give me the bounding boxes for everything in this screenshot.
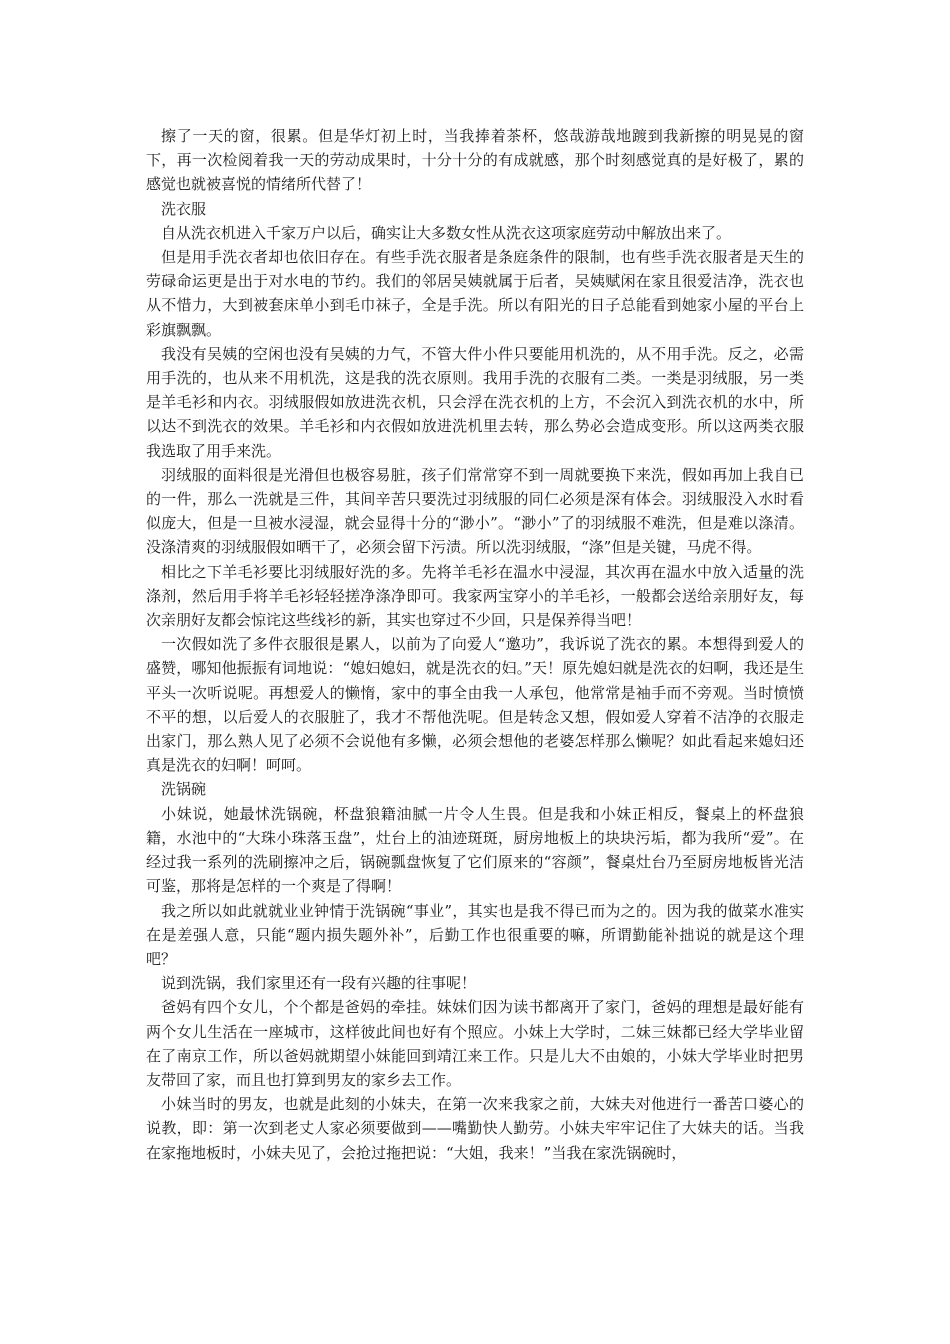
section-heading-laundry: 洗衣服 bbox=[161, 199, 207, 218]
paragraph: 小妹说，她最怵洗锅碗，杯盘狼籍油腻一片令人生畏。但是我和小妹正相反，餐桌上的杯盘狼籍，水池中的“大珠小珠落玉盘”，灶台上的油迹斑斑，厨房地板上的块块污垢，都为我所“爱”。在经过我一系列的洗刷擦冲之后，锅碗瓢盘恢复了它们原来的“容颜”，餐桌灶台乃至厨房地板皆光洁可鉴，那将是怎样的一个爽是了得啊！ bbox=[146, 804, 804, 896]
paragraph: 我没有吴姨的空闲也没有吴姨的力气，不管大件小件只要能用机洗的，从不用手洗。反之，必需用手洗的，也从来不用机洗，这是我的洗衣原则。我用手洗的衣服有二类。一类是羽绒服，另一类是羊毛衫和内衣。羽绒服假如放进洗衣机，只会浮在洗衣机的上方，不会沉入到洗衣机的水中，所以达不到洗衣的效果。羊毛衫和内衣假如放进洗机里去转，那么势必会造成变形。所以这两类衣服我选取了用手来洗。 bbox=[146, 344, 804, 460]
paragraph: 我之所以如此就就业业钟情于洗锅碗“事业”，其实也是我不得已而为之的。因为我的做菜水准实在是差强人意，只能“题内损失题外补”，后勤工作也很重要的嘛，所谓勤能补拙说的就是这个理吧？ bbox=[146, 901, 804, 968]
section-heading-dishes: 洗锅碗 bbox=[161, 780, 207, 799]
paragraph-window-cleaning: 擦了一天的窗，很累。但是华灯初上时，当我捧着茶杯，悠哉游哉地踱到我新擦的明晃晃的窗下，再一次检阅着我一天的劳动成果时，十分十分的有成就感，那个时刻感觉真的是好极了，累的感觉也就被喜悦的情绪所代替了！ bbox=[146, 127, 804, 194]
paragraph: 一次假如洗了多件衣服很是累人，以前为了向爱人“邀功”，我诉说了洗衣的累。本想得到爱人的盛赞，哪知他振振有词地说：“媳妇媳妇，就是洗衣的妇。”天！原先媳妇就是洗衣的妇啊，我还是生平头一次听说呢。再想爱人的懒惰，家中的事全由我一人承包，他常常是袖手而不旁观。当时愤愤不平的想，以后爱人的衣服脏了，我才不帮他洗呢。但是转念又想，假如爱人穿着不洁净的衣服走出家门，那么熟人见了必须不会说他有多懒，必须会想他的老婆怎样那么懒呢？如此看起来媳妇还真是洗衣的妇啊！呵呵。 bbox=[146, 635, 804, 775]
paragraph: 但是用手洗衣者却也依旧存在。有些手洗衣服者是条庭条件的限制，也有些手洗衣服者是天生的劳碌命运更是出于对水电的节约。我们的邻居吴姨就属于后者，吴姨赋闲在家且很爱洁净，洗衣也从不惜力，大到被套床单小到毛巾袜子，全是手洗。所以有阳光的日子总能看到她家小屋的平台上彩旗飘飘。 bbox=[146, 248, 804, 339]
paragraph: 相比之下羊毛衫要比羽绒服好洗的多。先将羊毛衫在温水中浸湿，其次再在温水中放入适量的洗涤剂，然后用手将羊毛衫轻轻搓净涤净即可。我家两宝穿小的羊毛衫，一般都会送给亲朋好友，每次亲朋好友都会惊诧这些线衫的新，其实也穿过不少回，只是保养得当吧！ bbox=[146, 562, 804, 630]
paragraph: 说到洗锅，我们家里还有一段有兴趣的往事呢！ bbox=[161, 974, 477, 993]
paragraph: 自从洗衣机进入千家万户以后，确实让大多数女性从洗衣这项家庭劳动中解放出来了。 bbox=[161, 223, 732, 242]
paragraph: 爸妈有四个女儿，个个都是爸妈的牵挂。妹妹们因为读书都离开了家门，爸妈的理想是最好能有两个女儿生活在一座城市，这样彼此间也好有个照应。小妹上大学时，二妹三妹都已经大学毕业留在了南京工作，所以爸妈就期望小妹能回到靖江来工作。只是儿大不由娘的，小妹大学毕业时把男友带回了家，而且也打算到男友的家乡去工作。 bbox=[146, 998, 804, 1089]
paragraph: 小妹当时的男友，也就是此刻的小妹夫，在第一次来我家之前，大妹夫对他进行一番苦口婆心的说教，即：第一次到老丈人家必须要做到——嘴勤快人勤劳。小妹夫牢牢记住了大妹夫的话。当我在家拖地板时，小妹夫见了，会抢过拖把说：“大姐，我来！”当我在家洗锅碗时， bbox=[146, 1095, 804, 1162]
paragraph: 羽绒服的面料很是光滑但也极容易脏，孩子们常常穿不到一周就要换下来洗，假如再加上我自已的一件，那么一洗就是三件，其间辛苦只要洗过羽绒服的同仁必须是深有体会。羽绒服没入水时看似庞大，但是一旦被水浸湿，就会显得十分的“渺小”。“渺小”了的羽绒服不难洗，但是难以涤清。没涤清爽的羽绒服假如晒干了，必须会留下污渍。所以洗羽绒服，“涤”但是关键，马虎不得。 bbox=[146, 465, 804, 557]
